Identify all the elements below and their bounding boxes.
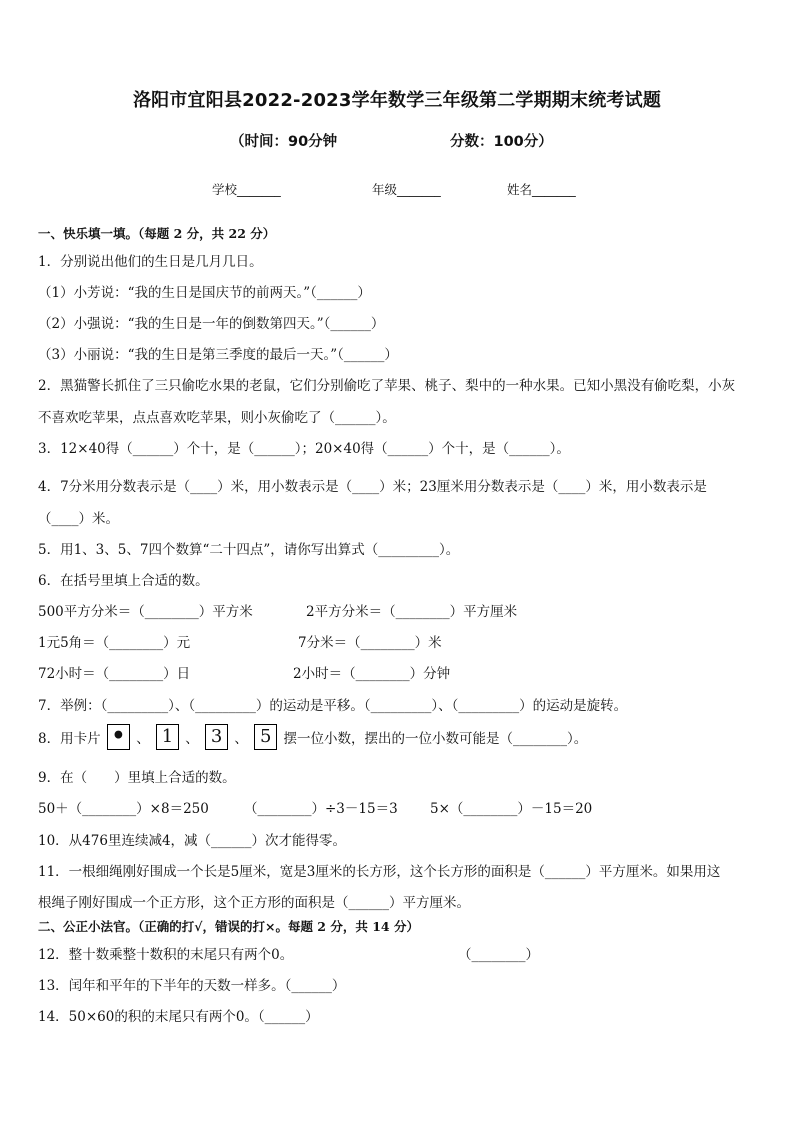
question-14: 14．50×60的积的末尾只有两个0。（______） (38, 1009, 319, 1025)
score-label: 分数：100分） (450, 134, 553, 150)
q8-separator: 、 (136, 731, 150, 747)
question-9: 9．在（ ）里填上合适的数。 (38, 770, 236, 786)
question-4-line-1: 4．7分米用分数表示是（____）米，用小数表示是（____）米；23厘米用分数表示是（____）米，用小数表示是 (38, 479, 707, 495)
question-1-part-1: （1）小芳说：“我的生日是国庆节的前两天。”（______） (38, 285, 371, 301)
q12-answer-blank: （________） (458, 947, 539, 963)
card-5: 5 (254, 724, 277, 750)
q9-item-2: （________）÷3－15＝3 (244, 801, 398, 817)
q9-item-3: 5×（________）－15＝20 (430, 801, 593, 817)
time-label: （时间：90分钟 (230, 134, 338, 150)
q8-prefix: 8．用卡片 (38, 731, 101, 747)
question-11-line-2: 根绳子刚好围成一个正方形，这个正方形的面积是（______）平方厘米。 (38, 895, 470, 911)
question-11-line-1: 11．一根细绳刚好围成一个长是5厘米，宽是3厘米的长方形，这个长方形的面积是（______）平方厘米。如果用这 (38, 864, 721, 880)
card-1: 1 (156, 724, 179, 750)
q8-separator: 、 (185, 731, 199, 747)
q6-item-4: 7分米＝（________）米 (298, 635, 442, 651)
school-field: 学校_______ (212, 182, 281, 197)
section-heading-1: 一、快乐填一填。（每题 2 分，共 22 分） (38, 226, 276, 241)
q6-item-5: 72小时＝（________）日 (38, 666, 191, 682)
question-3: 3．12×40得（______）个十，是（______）；20×40得（______）个十，是（______）。 (38, 441, 570, 457)
q8-suffix: 摆一位小数，摆出的一位小数可能是（________）。 (283, 731, 588, 747)
card-3: 3 (205, 724, 228, 750)
question-1-part-3: （3）小丽说：“我的生日是第三季度的最后一天。”（______） (38, 347, 398, 363)
question-1: 1．分别说出他们的生日是几月几日。 (38, 254, 263, 270)
section-heading-2: 二、公正小法官。（正确的打√，错误的打×。每题 2 分，共 14 分） (38, 919, 419, 934)
q6-item-2: 2平方分米＝（________）平方厘米 (306, 604, 518, 620)
name-field: 姓名_______ (507, 182, 576, 197)
question-2-line-1: 2．黑猫警长抓住了三只偷吃水果的老鼠，它们分别偷吃了苹果、桃子、梨中的一种水果。已知小黑没有偷吃梨，小灰 (38, 378, 736, 394)
question-1-part-2: （2）小强说：“我的生日是一年的倒数第四天。”（______） (38, 316, 385, 332)
card-decimal-point: • (107, 724, 130, 750)
question-6: 6．在括号里填上合适的数。 (38, 573, 209, 589)
question-8 (38, 724, 587, 750)
grade-field: 年级_______ (372, 182, 441, 197)
question-7: 7．举例：（_________）、（_________）的运动是平移。（_________）、（_________）的运动是旋转。 (38, 698, 628, 714)
question-2-line-2: 不喜欢吃苹果，点点喜欢吃苹果，则小灰偷吃了（______）。 (38, 410, 396, 426)
question-10: 10．从476里连续减4，减（______）次才能得零。 (38, 833, 347, 849)
q9-item-1: 50＋（________）×8＝250 (38, 801, 209, 817)
question-13: 13．闰年和平年的下半年的天数一样多。（______） (38, 978, 346, 994)
question-4-line-2: （____）米。 (38, 511, 119, 527)
q6-item-6: 2小时＝（________）分钟 (293, 666, 451, 682)
q6-item-1: 500平方分米＝（________）平方米 (38, 604, 253, 620)
question-5: 5．用1、3、5、7四个数算“二十四点”，请你写出算式（_________）。 (38, 542, 460, 558)
q6-item-3: 1元5角＝（________）元 (38, 635, 191, 651)
question-12: 12．整十数乘整十数积的末尾只有两个0。 (38, 947, 294, 963)
page-title: 洛阳市宜阳县2022-2023学年数学三年级第二学期期末统考试题 (132, 90, 662, 111)
q8-separator: 、 (234, 731, 248, 747)
